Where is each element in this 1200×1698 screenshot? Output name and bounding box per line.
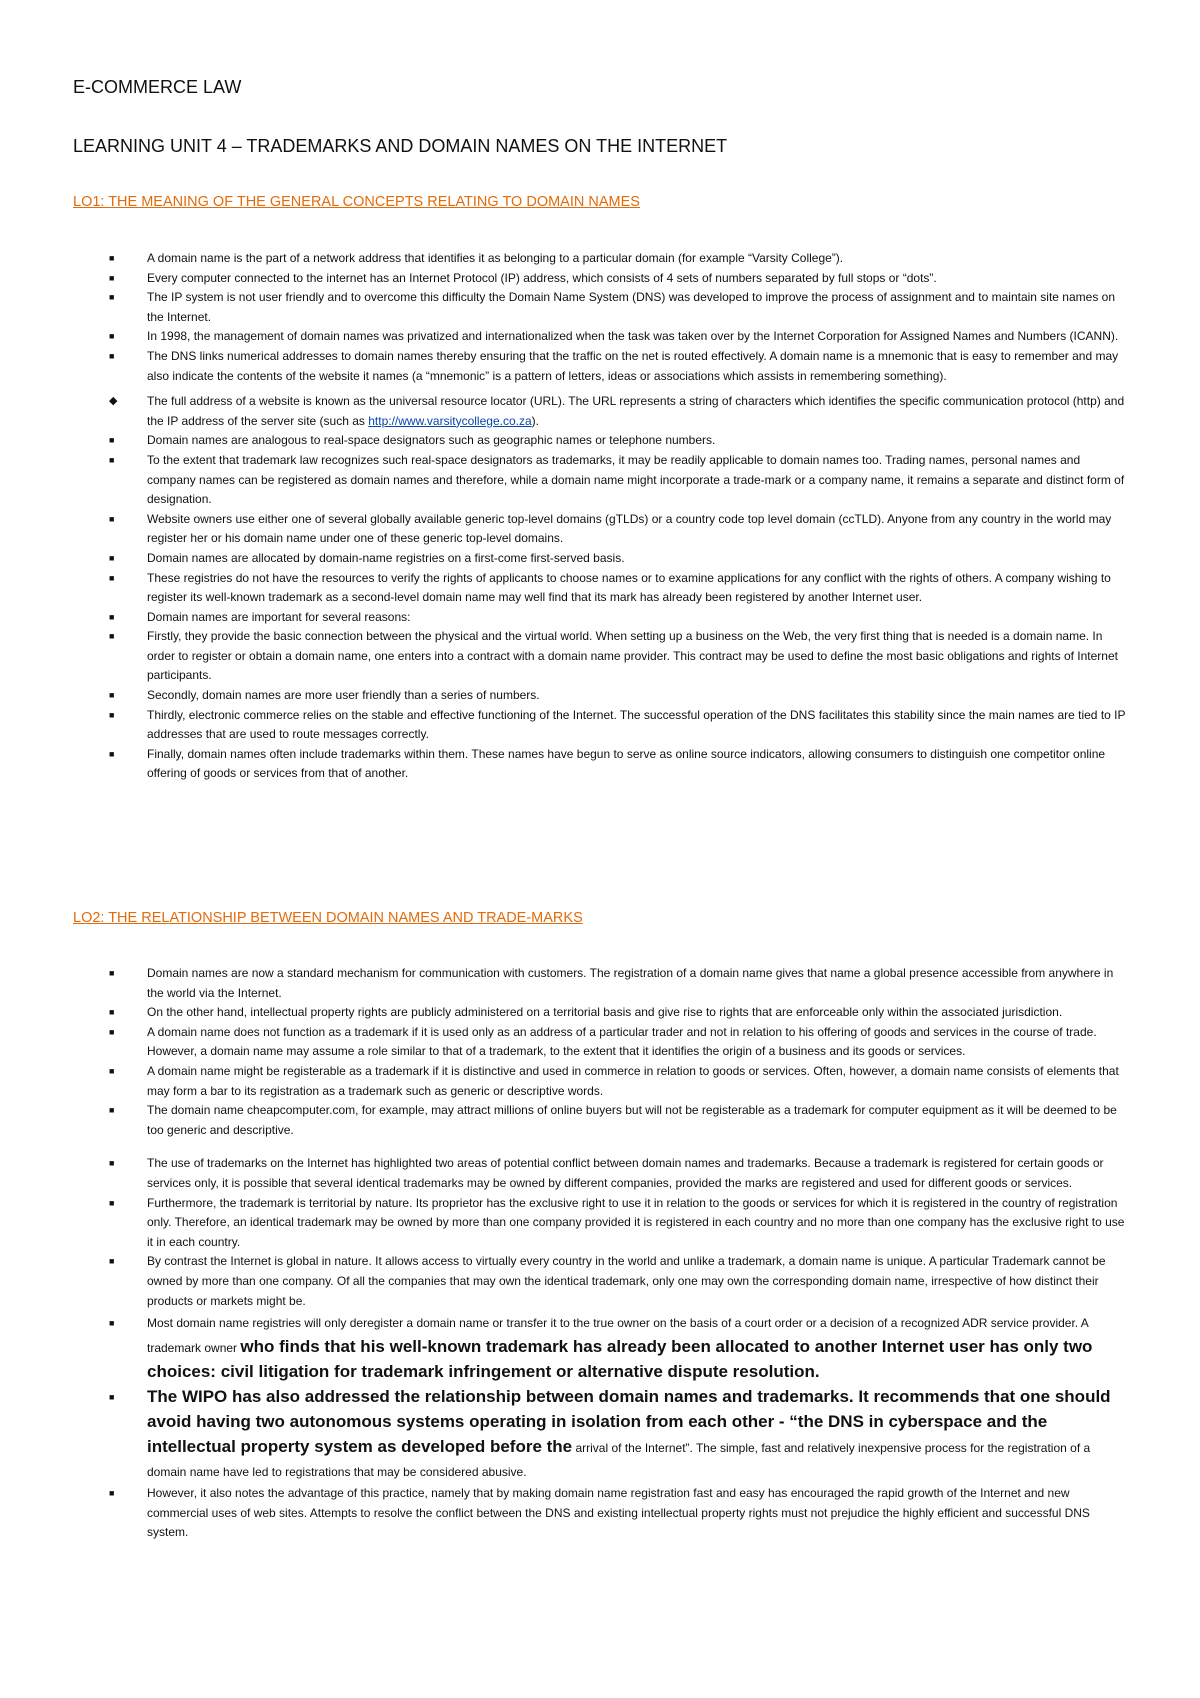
bullet-icon: ■ [109, 513, 115, 524]
bullet-icon: ■ [109, 292, 115, 303]
bullet-icon: ■ [109, 350, 115, 361]
list-item [0, 510, 1200, 549]
diamond-bullet-icon: ◆ [109, 395, 118, 408]
bullet-icon: ■ [109, 631, 115, 642]
list-item [0, 627, 1200, 686]
list-item [0, 431, 1200, 451]
bullet-icon: ■ [109, 1318, 115, 1329]
list-item [0, 392, 1200, 431]
list-item [0, 269, 1200, 289]
list-item-text: The DNS links numerical addresses to domain names thereby ensuring that the traffic on the net is routed effectively. A domain name is a mnemonic that is easy to remember and may also indicate the contents of the website it names (a “mnemonic” is a pattern of letters, ideas or associations which assists in remembering something). [147, 348, 1119, 383]
lo1-bullet-list [0, 249, 1200, 784]
document-title: E-COMMERCE LAW [73, 77, 242, 97]
bullet-icon: ■ [109, 272, 115, 283]
bullet-icon: ■ [109, 1197, 115, 1208]
bullet-icon: ■ [109, 1105, 115, 1116]
list-item [0, 1062, 1200, 1101]
bullet-icon: ■ [109, 552, 115, 563]
list-item-text: A domain name does not function as a trademark if it is used only as an address of a particular trader and not in relation to his offering of goods and services in the course of trade. However, a domain name may assume a role similar to that of a trademark, to the extent that it identifies the origin of a business and its goods or services. [147, 1024, 1097, 1059]
list-item [0, 745, 1200, 784]
list-item-text: Domain names are analogous to real-space designators such as geographic names or telephone numbers. [147, 433, 716, 448]
varsity-college-link[interactable]: http://www.varsitycollege.co.za [368, 413, 532, 428]
list-item [0, 347, 1200, 386]
list-item [0, 1311, 1200, 1385]
bullet-icon: ■ [109, 331, 115, 342]
list-item [0, 1101, 1200, 1140]
list-item-text-end: arrival of the Internet”. The simple, fast and relatively inexpensive process for the registration of a domain name have led to registrations that may be considered abusive. [147, 1441, 1091, 1480]
bullet-icon: ■ [109, 1026, 115, 1037]
list-item-text: However, it also notes the advantage of this practice, namely that by making domain name registration fast and easy has encouraged the rapid growth of the Internet and new commercial uses of web sites. Attempts to resolve the conflict between the DNS and existing intellectual property rights must not prejudice the highly efficient and successful DNS system. [147, 1486, 1090, 1540]
bullet-icon: ■ [109, 611, 115, 622]
lo2-heading: LO2: THE RELATIONSHIP BETWEEN DOMAIN NAMES AND TRADE-MARKS [73, 910, 583, 926]
list-item-emphasis: The WIPO has also addressed the relationship between domain names and trademarks. It recommends that one should avoid having two autonomous systems operating in isolation from each other - “the DNS in cyberspace and the intellectual property system as developed before the [147, 1387, 1111, 1457]
list-item [0, 608, 1200, 628]
list-item [0, 569, 1200, 608]
list-item-text: The IP system is not user friendly and to overcome this difficulty the Domain Name System (DNS) was developed to improve the process of assignment and to maintain site names on the Internet. [147, 290, 1116, 324]
bullet-icon: ■ [109, 968, 115, 978]
bullet-icon: ■ [109, 1065, 115, 1076]
list-item-text: Domain names are allocated by domain-name registries on a first-come first-served basis. [147, 550, 625, 565]
bullet-icon: ■ [109, 572, 115, 583]
list-item-text: Finally, domain names often include trademarks within them. These names have begun to serve as online source indicators, allowing consumers to distinguish one competitor online offering of goods or services from that of another. [147, 746, 1106, 781]
list-item [0, 451, 1200, 510]
list-item-emphasis: who finds that his well-known trademark has already been allocated to another Internet user has only two choices: civil litigation for trademark infringement or alternative dispute resolution. [147, 1337, 1093, 1382]
list-item [0, 1484, 1200, 1543]
list-item-text: Domain names are important for several reasons: [147, 609, 411, 624]
bullet-icon: ■ [109, 748, 115, 759]
list-item-text: In 1998, the management of domain names was privatized and internationalized when the task was taken over by the Internet Corporation for Assigned Names and Numbers (ICANN). [147, 329, 1119, 344]
list-item-text: A domain name is the part of a network address that identifies it as belonging to a particular domain (for example “Varsity College”). [147, 251, 844, 265]
list-item-text: Furthermore, the trademark is territorial by nature. Its proprietor has the exclusive right to use it in relation to the goods or services for which it is registered in the country of registration only. Therefore, an identical trademark may be owned by more than one company provided it is registered in each country and no more than one company has the exclusive right to use it in each country. [147, 1195, 1125, 1249]
list-item-text-end: ). [531, 413, 539, 428]
bullet-icon: ■ [109, 435, 115, 446]
list-item-text: A domain name might be registerable as a trademark if it is distinctive and used in commerce in relation to goods or services. Often, however, a domain name consists of elements that may form a bar to its registration as a trademark such as generic or descriptive words. [147, 1063, 1119, 1098]
list-item-text: On the other hand, intellectual property rights are publicly administered on a territorial basis and give rise to rights that are enforceable only within the associated jurisdiction. [147, 1005, 1063, 1020]
list-item [0, 1194, 1200, 1253]
list-item-text: Thirdly, electronic commerce relies on the stable and effective functioning of the Internet. The successful operation of the DNS facilitates this stability since the main names are tied to IP addresses that are used to route messages correctly. [147, 707, 1126, 742]
list-item [0, 549, 1200, 569]
list-item-text: The use of trademarks on the Internet has highlighted two areas of potential conflict between domain names and trademarks. Because a trademark is registered for certain goods or services only, it is possible that several identical trademarks may be owned by different companies, provided the marks are registered and used for different goods or services. [147, 1156, 1104, 1190]
list-item-text: Every computer connected to the internet has an Internet Protocol (IP) address, which consists of 4 sets of numbers separated by full stops or “dots”. [147, 270, 937, 285]
list-item [0, 706, 1200, 745]
unit-title: LEARNING UNIT 4 – TRADEMARKS AND DOMAIN NAMES ON THE INTERNET [73, 136, 728, 156]
lo1-heading: LO1: THE MEANING OF THE GENERAL CONCEPTS RELATING TO DOMAIN NAMES [73, 194, 640, 210]
list-item-text: Most domain name registries will only deregister a domain name or transfer it to the true owner on the basis of a court order or a decision of a recognized ADR service provider. A trademark owner [147, 1316, 1089, 1356]
bullet-icon: ■ [109, 253, 115, 263]
bullet-icon: ■ [109, 1488, 115, 1499]
list-item [0, 249, 1200, 269]
list-item-text: By contrast the Internet is global in nature. It allows access to virtually every country in the world and unlike a trademark, a domain name is unique. A particular Trademark cannot be owned by more than one company. Of all the companies that may own the identical trademark, only one may own the corresponding domain name, irrespective of how distinct their products or markets might be. [147, 1254, 1106, 1308]
list-item-text: The full address of a website is known as the universal resource locator (URL). The URL represents a string of characters which identifies the specific communication protocol (http) and the IP address of the server site (such as [147, 394, 1125, 428]
list-item-text: Secondly, domain names are more user friendly than a series of numbers. [147, 688, 540, 703]
list-item [0, 686, 1200, 706]
bullet-icon: ■ [109, 1256, 115, 1267]
list-item-text: The domain name cheapcomputer.com, for example, may attract millions of online buyers but will not be registerable as a trademark for computer equipment as it will be deemed to be too generic and descriptive. [147, 1103, 1117, 1137]
list-item [0, 1023, 1200, 1062]
list-item-text: Domain names are now a standard mechanism for communication with customers. The registration of a domain name gives that name a global presence accessible from anywhere in the world via the Internet. [147, 966, 1114, 1000]
list-item-text: These registries do not have the resources to verify the rights of applicants to choose names or to examine applications for any conflict with the rights of others. A company wishing to register its well-known trademark as a second-level domain name may well find that its mark has already been registered by another Internet user. [147, 570, 1111, 605]
list-item [0, 964, 1200, 1003]
list-item [0, 1154, 1200, 1193]
bullet-icon: ■ [109, 709, 115, 720]
list-item [0, 1003, 1200, 1023]
lo2-bullet-list [0, 964, 1200, 1543]
list-item [0, 327, 1200, 347]
bullet-icon: ■ [109, 454, 115, 465]
list-item [0, 1385, 1200, 1484]
list-item [0, 288, 1200, 327]
list-item-text: To the extent that trademark law recognizes such real-space designators as trademarks, it may be readily applicable to domain names too. Trading names, personal names and company names can be registered as domain names and therefore, while a domain name might incorporate a trade-mark or a company name, it remains a separate and distinct form of designation. [147, 452, 1125, 507]
list-item [0, 1252, 1200, 1311]
bullet-icon: ■ [109, 690, 115, 701]
list-item-text: Firstly, they provide the basic connection between the physical and the virtual world. When setting up a business on the Web, the very first thing that is needed is a domain name. In order to register or obtain a domain name, one enters into a contract with a domain name provider. This contract may be used to define the most basic obligations and rights of Internet participants. [147, 629, 1118, 683]
bullet-icon: ■ [109, 1392, 115, 1403]
bullet-icon: ■ [109, 1007, 115, 1018]
bullet-icon: ■ [109, 1158, 115, 1169]
list-item-text: Website owners use either one of several globally available generic top-level domains (gTLDs) or a country code top level domain (ccTLD). Anyone from any country in the world may register her or his domain name under one of these generic top-level domains. [147, 511, 1112, 546]
